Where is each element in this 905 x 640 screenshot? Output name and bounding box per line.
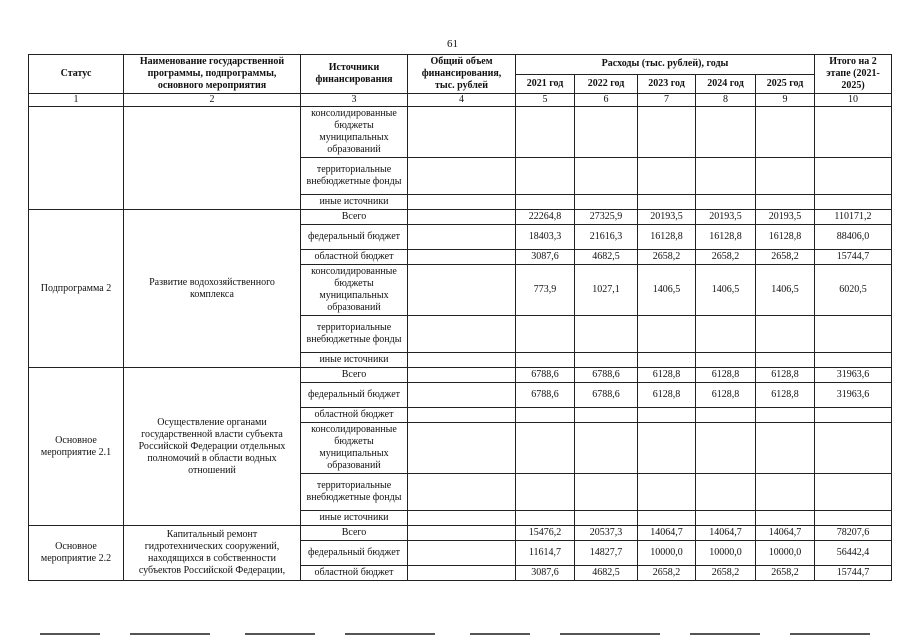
year-value-cell: 6128,8 bbox=[638, 368, 696, 383]
itogo-cell: 31963,6 bbox=[815, 368, 892, 383]
table-row bbox=[29, 107, 892, 158]
year-value-cell: 6788,6 bbox=[516, 368, 575, 383]
column-number: 2 bbox=[124, 94, 301, 107]
source-cell: территориальные внебюджетные фонды bbox=[301, 158, 408, 195]
source-cell: консолидированные бюджеты муниципальных образований bbox=[301, 265, 408, 316]
year-value-cell: 6128,8 bbox=[696, 368, 756, 383]
column-number: 4 bbox=[408, 94, 516, 107]
year-value-cell bbox=[756, 423, 815, 474]
header-total-volume: Общий объем финансирования, тыс. рублей bbox=[408, 55, 516, 94]
year-value-cell: 2658,2 bbox=[638, 250, 696, 265]
year-value-cell bbox=[756, 158, 815, 195]
itogo-cell bbox=[815, 474, 892, 511]
year-value-cell bbox=[638, 158, 696, 195]
column-number: 3 bbox=[301, 94, 408, 107]
total-volume-cell bbox=[408, 158, 516, 195]
year-value-cell: 2658,2 bbox=[696, 250, 756, 265]
itogo-cell bbox=[815, 195, 892, 210]
year-value-cell bbox=[516, 107, 575, 158]
year-value-cell: 22264,8 bbox=[516, 210, 575, 225]
source-cell: областной бюджет bbox=[301, 408, 408, 423]
year-value-cell bbox=[696, 423, 756, 474]
year-value-cell: 18403,3 bbox=[516, 225, 575, 250]
column-number: 6 bbox=[575, 94, 638, 107]
status-cell: Основное мероприятие 2.1 bbox=[29, 368, 124, 526]
total-volume-cell bbox=[408, 408, 516, 423]
year-value-cell: 15476,2 bbox=[516, 526, 575, 541]
year-value-cell: 10000,0 bbox=[756, 541, 815, 566]
total-volume-cell bbox=[408, 383, 516, 408]
column-number-row bbox=[29, 94, 892, 107]
column-number: 5 bbox=[516, 94, 575, 107]
table-row bbox=[29, 368, 892, 383]
header-itogo: Итого на 2 этапе (2021-2025) bbox=[815, 55, 892, 94]
program-name-cell: Осуществление органами государственной власти субъекта Российской Федерации отдельных полномочий в области водных отношений bbox=[124, 368, 301, 526]
status-cell: Подпрограмма 2 bbox=[29, 210, 124, 368]
year-value-cell bbox=[756, 316, 815, 353]
source-cell: Всего bbox=[301, 368, 408, 383]
year-value-cell bbox=[638, 107, 696, 158]
year-value-cell bbox=[575, 107, 638, 158]
year-value-cell: 3087,6 bbox=[516, 566, 575, 581]
header-year: 2024 год bbox=[696, 74, 756, 94]
page-footer-lines bbox=[0, 631, 905, 640]
itogo-cell bbox=[815, 511, 892, 526]
table-row bbox=[29, 526, 892, 541]
source-cell: консолидированные бюджеты муниципальных образований bbox=[301, 423, 408, 474]
source-cell: федеральный бюджет bbox=[301, 541, 408, 566]
year-value-cell: 1406,5 bbox=[756, 265, 815, 316]
header-year: 2021 год bbox=[516, 74, 575, 94]
year-value-cell: 20193,5 bbox=[756, 210, 815, 225]
itogo-cell: 6020,5 bbox=[815, 265, 892, 316]
itogo-cell bbox=[815, 423, 892, 474]
year-value-cell: 2658,2 bbox=[756, 250, 815, 265]
status-cell: Основное мероприятие 2.2 bbox=[29, 526, 124, 581]
budget-table bbox=[28, 54, 892, 581]
year-value-cell: 773,9 bbox=[516, 265, 575, 316]
year-value-cell: 3087,6 bbox=[516, 250, 575, 265]
year-value-cell bbox=[696, 195, 756, 210]
year-value-cell bbox=[638, 353, 696, 368]
header-expenses: Расходы (тыс. рублей), годы bbox=[516, 55, 815, 75]
itogo-cell bbox=[815, 353, 892, 368]
total-volume-cell bbox=[408, 107, 516, 158]
source-cell: иные источники bbox=[301, 353, 408, 368]
year-value-cell bbox=[696, 474, 756, 511]
year-value-cell: 1406,5 bbox=[638, 265, 696, 316]
year-value-cell bbox=[696, 511, 756, 526]
header-name: Наименование государственной программы, подпрограммы, основного мероприятия bbox=[124, 55, 301, 94]
year-value-cell: 14064,7 bbox=[756, 526, 815, 541]
itogo-cell: 15744,7 bbox=[815, 566, 892, 581]
year-value-cell: 11614,7 bbox=[516, 541, 575, 566]
page-number: 61 bbox=[447, 38, 458, 50]
itogo-cell: 15744,7 bbox=[815, 250, 892, 265]
year-value-cell bbox=[575, 474, 638, 511]
year-value-cell bbox=[516, 316, 575, 353]
table-body bbox=[29, 107, 892, 581]
year-value-cell: 20193,5 bbox=[638, 210, 696, 225]
year-value-cell bbox=[696, 158, 756, 195]
year-value-cell bbox=[516, 511, 575, 526]
year-value-cell bbox=[756, 474, 815, 511]
column-number: 7 bbox=[638, 94, 696, 107]
year-value-cell bbox=[638, 195, 696, 210]
year-value-cell bbox=[516, 423, 575, 474]
source-cell: территориальные внебюджетные фонды bbox=[301, 316, 408, 353]
total-volume-cell bbox=[408, 210, 516, 225]
year-value-cell bbox=[756, 511, 815, 526]
year-value-cell bbox=[756, 408, 815, 423]
year-value-cell: 1406,5 bbox=[696, 265, 756, 316]
year-value-cell bbox=[575, 316, 638, 353]
column-number: 9 bbox=[756, 94, 815, 107]
year-value-cell: 4682,5 bbox=[575, 250, 638, 265]
year-value-cell bbox=[575, 158, 638, 195]
year-value-cell bbox=[638, 511, 696, 526]
year-value-cell bbox=[575, 195, 638, 210]
year-value-cell: 6128,8 bbox=[696, 383, 756, 408]
year-value-cell: 6128,8 bbox=[756, 368, 815, 383]
year-value-cell: 1027,1 bbox=[575, 265, 638, 316]
year-value-cell: 27325,9 bbox=[575, 210, 638, 225]
year-value-cell bbox=[696, 353, 756, 368]
itogo-cell: 31963,6 bbox=[815, 383, 892, 408]
source-cell: иные источники bbox=[301, 511, 408, 526]
year-value-cell bbox=[516, 353, 575, 368]
itogo-cell bbox=[815, 316, 892, 353]
total-volume-cell bbox=[408, 353, 516, 368]
year-value-cell: 14827,7 bbox=[575, 541, 638, 566]
total-volume-cell bbox=[408, 225, 516, 250]
source-cell: территориальные внебюджетные фонды bbox=[301, 474, 408, 511]
year-value-cell bbox=[756, 107, 815, 158]
total-volume-cell bbox=[408, 511, 516, 526]
year-value-cell bbox=[575, 408, 638, 423]
column-number: 1 bbox=[29, 94, 124, 107]
total-volume-cell bbox=[408, 423, 516, 474]
year-value-cell: 4682,5 bbox=[575, 566, 638, 581]
total-volume-cell bbox=[408, 526, 516, 541]
year-value-cell bbox=[516, 474, 575, 511]
total-volume-cell bbox=[408, 474, 516, 511]
source-cell: консолидированные бюджеты муниципальных образований bbox=[301, 107, 408, 158]
year-value-cell bbox=[638, 474, 696, 511]
year-value-cell: 14064,7 bbox=[638, 526, 696, 541]
year-value-cell bbox=[696, 408, 756, 423]
year-value-cell bbox=[756, 353, 815, 368]
itogo-cell: 110171,2 bbox=[815, 210, 892, 225]
year-value-cell bbox=[516, 408, 575, 423]
year-value-cell: 14064,7 bbox=[696, 526, 756, 541]
total-volume-cell bbox=[408, 316, 516, 353]
year-value-cell bbox=[516, 158, 575, 195]
total-volume-cell bbox=[408, 265, 516, 316]
year-value-cell: 6788,6 bbox=[516, 383, 575, 408]
header-status: Статус bbox=[29, 55, 124, 94]
year-value-cell: 6128,8 bbox=[638, 383, 696, 408]
itogo-cell: 88406,0 bbox=[815, 225, 892, 250]
source-cell: иные источники bbox=[301, 195, 408, 210]
total-volume-cell bbox=[408, 541, 516, 566]
itogo-cell bbox=[815, 158, 892, 195]
column-number: 10 bbox=[815, 94, 892, 107]
header-year: 2025 год bbox=[756, 74, 815, 94]
itogo-cell: 56442,4 bbox=[815, 541, 892, 566]
program-name-cell: Капитальный ремонт гидротехнических сооружений, находящихся в собственности субъектов Российской Федерации, bbox=[124, 526, 301, 581]
itogo-cell bbox=[815, 107, 892, 158]
source-cell: Всего bbox=[301, 526, 408, 541]
year-value-cell bbox=[638, 408, 696, 423]
year-value-cell bbox=[638, 423, 696, 474]
total-volume-cell bbox=[408, 195, 516, 210]
year-value-cell bbox=[756, 195, 815, 210]
total-volume-cell bbox=[408, 250, 516, 265]
year-value-cell: 2658,2 bbox=[696, 566, 756, 581]
year-value-cell: 16128,8 bbox=[756, 225, 815, 250]
year-value-cell: 6788,6 bbox=[575, 368, 638, 383]
header-year: 2023 год bbox=[638, 74, 696, 94]
source-cell: областной бюджет bbox=[301, 566, 408, 581]
program-name-cell: Развитие водохозяйственного комплекса bbox=[124, 210, 301, 368]
year-value-cell bbox=[696, 316, 756, 353]
source-cell: Всего bbox=[301, 210, 408, 225]
year-value-cell: 21616,3 bbox=[575, 225, 638, 250]
year-value-cell: 20193,5 bbox=[696, 210, 756, 225]
year-value-cell: 10000,0 bbox=[696, 541, 756, 566]
year-value-cell: 16128,8 bbox=[638, 225, 696, 250]
year-value-cell bbox=[516, 195, 575, 210]
year-value-cell: 20537,3 bbox=[575, 526, 638, 541]
year-value-cell: 10000,0 bbox=[638, 541, 696, 566]
source-cell: областной бюджет bbox=[301, 250, 408, 265]
total-volume-cell bbox=[408, 566, 516, 581]
year-value-cell bbox=[696, 107, 756, 158]
year-value-cell bbox=[575, 423, 638, 474]
year-value-cell bbox=[575, 511, 638, 526]
header-year: 2022 год bbox=[575, 74, 638, 94]
program-name-cell bbox=[124, 107, 301, 210]
year-value-cell: 2658,2 bbox=[756, 566, 815, 581]
year-value-cell bbox=[638, 316, 696, 353]
itogo-cell bbox=[815, 408, 892, 423]
year-value-cell: 2658,2 bbox=[638, 566, 696, 581]
source-cell: федеральный бюджет bbox=[301, 383, 408, 408]
year-value-cell: 6128,8 bbox=[756, 383, 815, 408]
source-cell: федеральный бюджет bbox=[301, 225, 408, 250]
itogo-cell: 78207,6 bbox=[815, 526, 892, 541]
column-number: 8 bbox=[696, 94, 756, 107]
year-value-cell: 16128,8 bbox=[696, 225, 756, 250]
total-volume-cell bbox=[408, 368, 516, 383]
status-cell bbox=[29, 107, 124, 210]
year-value-cell: 6788,6 bbox=[575, 383, 638, 408]
header-sources: Источники финансирования bbox=[301, 55, 408, 94]
table-row bbox=[29, 210, 892, 225]
year-value-cell bbox=[575, 353, 638, 368]
